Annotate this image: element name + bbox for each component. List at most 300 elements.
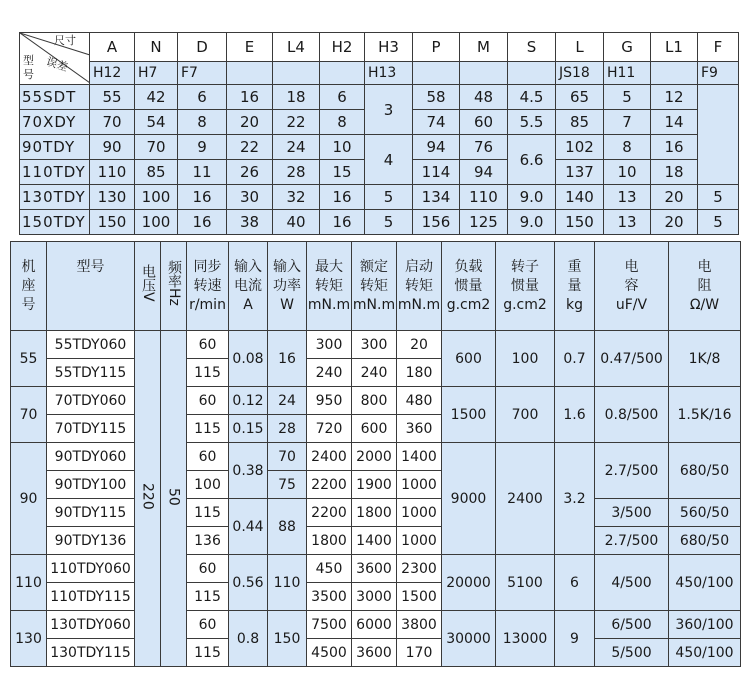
table-row <box>11 443 741 471</box>
max-torque-cell: 3500 <box>307 583 352 611</box>
value-cell: 13 <box>604 185 651 210</box>
header-line: 同步 <box>193 258 222 275</box>
model-cell: 130TDY <box>20 185 90 210</box>
capacitor-cell: 2.7/500 <box>595 527 669 555</box>
speed-cell: 60 <box>187 331 229 359</box>
diag-label-size: 尺寸 <box>54 34 76 47</box>
value-cell: 18 <box>273 85 320 110</box>
value-cell: 22 <box>227 135 273 160</box>
value-cell: 7 <box>604 110 651 135</box>
rated-torque-cell: 1400 <box>352 527 397 555</box>
weight-cell: 6 <box>555 555 595 611</box>
col-header-E: E <box>227 33 273 62</box>
col-header-F: F <box>698 33 739 62</box>
value-cell: 24 <box>273 135 320 160</box>
value-cell: 5 <box>698 185 739 210</box>
header-line: 转矩 <box>405 277 433 294</box>
spec-header-row <box>11 242 741 331</box>
header-line: 启动 <box>405 258 433 275</box>
header-line: 转矩 <box>315 277 343 294</box>
load-inertia-cell: 30000 <box>442 611 496 667</box>
model-cell: 110TDY115 <box>47 583 135 611</box>
value-cell: 11 <box>178 160 227 185</box>
value-cell: 9 <box>178 135 227 160</box>
tolerance-cell: JS18 <box>556 62 604 85</box>
max-torque-cell: 7500 <box>307 611 352 639</box>
value-cell: 16 <box>178 185 227 210</box>
rotor-inertia-cell: 700 <box>496 387 555 443</box>
power-cell: 70 <box>268 443 307 471</box>
start-torque-cell: 1000 <box>397 471 442 499</box>
base-cell: 55 <box>11 331 47 387</box>
value-cell: 74 <box>413 110 460 135</box>
table-row <box>11 555 741 583</box>
value-cell <box>698 85 739 185</box>
current-cell: 0.56 <box>229 555 268 611</box>
value-cell: 70 <box>135 135 178 160</box>
value-cell: 55 <box>90 85 135 110</box>
max-torque-cell: 1800 <box>307 527 352 555</box>
rated-torque-cell: 3000 <box>352 583 397 611</box>
value-cell: 130 <box>90 185 135 210</box>
base-cell: 130 <box>11 611 47 667</box>
tolerance-cell: F9 <box>698 62 739 85</box>
header-weight <box>555 242 595 331</box>
model-cell: 90TDY136 <box>47 527 135 555</box>
diagonal-header-cell <box>20 33 90 85</box>
power-cell: 150 <box>268 611 307 667</box>
value-cell: 18 <box>651 160 698 185</box>
value-cell: 12 <box>651 85 698 110</box>
value-cell: 32 <box>273 185 320 210</box>
table-row <box>11 611 741 639</box>
speed-cell: 60 <box>187 555 229 583</box>
col-header-L: L <box>556 33 604 62</box>
capacitor-cell: 3/500 <box>595 499 669 527</box>
header-line: kg <box>566 296 583 313</box>
current-cell: 0.44 <box>229 499 268 555</box>
table-row <box>11 527 741 555</box>
header-line: Ω/W <box>689 296 720 313</box>
weight-cell: 9 <box>555 611 595 667</box>
power-cell: 16 <box>268 331 307 387</box>
value-cell: 85 <box>135 160 178 185</box>
speed-cell: 136 <box>187 527 229 555</box>
value-cell: 110 <box>460 185 508 210</box>
value-cell: 5 <box>365 185 413 210</box>
value-cell: 134 <box>413 185 460 210</box>
header-rated-torque <box>352 242 397 331</box>
value-cell: 9.0 <box>508 210 556 235</box>
resistor-cell: 360/100 <box>669 611 741 639</box>
value-cell: 16 <box>320 210 365 235</box>
value-cell: 4.5 <box>508 85 556 110</box>
table-row <box>11 387 741 415</box>
tolerance-cell: H12 <box>90 62 135 85</box>
start-torque-cell: 1000 <box>397 499 442 527</box>
max-torque-cell: 4500 <box>307 639 352 667</box>
value-cell: 5.5 <box>508 110 556 135</box>
table-row <box>11 499 741 527</box>
value-cell: 114 <box>413 160 460 185</box>
resistor-cell: 680/50 <box>669 443 741 499</box>
current-cell: 0.12 <box>229 387 268 415</box>
value-cell: 100 <box>135 185 178 210</box>
model-cell: 55TDY115 <box>47 359 135 387</box>
header-line: 转子 <box>511 258 539 275</box>
header-line: 转矩 <box>360 277 388 294</box>
rated-torque-cell: 3600 <box>352 639 397 667</box>
value-cell: 76 <box>460 135 508 160</box>
rotor-inertia-cell: 13000 <box>496 611 555 667</box>
header-line: 容 <box>624 277 639 294</box>
start-torque-cell: 170 <box>397 639 442 667</box>
header-frequency-text: 频率Hz <box>166 260 182 306</box>
base-cell: 110 <box>11 555 47 611</box>
rated-torque-cell: 800 <box>352 387 397 415</box>
value-cell: 14 <box>651 110 698 135</box>
header-line: 机 <box>21 258 36 275</box>
header-line: 电 <box>624 258 639 275</box>
col-header-S: S <box>508 33 556 62</box>
model-cell: 70TDY060 <box>47 387 135 415</box>
base-cell: 90 <box>11 443 47 555</box>
model-cell: 55TDY060 <box>47 331 135 359</box>
power-cell: 24 <box>268 387 307 415</box>
load-inertia-cell: 1500 <box>442 387 496 443</box>
col-header-M: M <box>460 33 508 62</box>
current-cell: 0.38 <box>229 443 268 499</box>
col-header-L1: L1 <box>651 33 698 62</box>
weight-cell: 1.6 <box>555 387 595 443</box>
value-cell: 28 <box>273 160 320 185</box>
header-line: 负载 <box>454 258 483 275</box>
speed-cell: 115 <box>187 415 229 443</box>
value-cell: 20 <box>651 185 698 210</box>
power-cell: 75 <box>268 471 307 499</box>
value-cell: 13 <box>604 210 651 235</box>
header-voltage <box>135 242 161 331</box>
header-line: W <box>280 296 294 313</box>
speed-cell: 115 <box>187 583 229 611</box>
current-cell: 0.8 <box>229 611 268 667</box>
model-cell: 130TDY060 <box>47 611 135 639</box>
header-line: 号 <box>21 296 36 313</box>
value-cell: 8 <box>320 110 365 135</box>
speed-cell: 115 <box>187 359 229 387</box>
value-cell: 42 <box>135 85 178 110</box>
value-cell: 137 <box>556 160 604 185</box>
value-cell: 40 <box>273 210 320 235</box>
header-line: 重 <box>567 258 582 275</box>
model-cell: 90TDY115 <box>47 499 135 527</box>
speed-cell: 115 <box>187 499 229 527</box>
tolerance-cell <box>508 62 556 85</box>
base-cell: 70 <box>11 387 47 443</box>
col-header-H2: H2 <box>320 33 365 62</box>
max-torque-cell: 300 <box>307 331 352 359</box>
model-cell: 90TDY060 <box>47 443 135 471</box>
header-model: 型号 <box>47 242 135 331</box>
value-cell: 10 <box>604 160 651 185</box>
model-cell: 130TDY115 <box>47 639 135 667</box>
current-cell: 0.15 <box>229 415 268 443</box>
resistor-cell: 1K/8 <box>669 331 741 387</box>
value-cell: 30 <box>227 185 273 210</box>
rated-torque-cell: 2000 <box>352 443 397 471</box>
value-cell: 102 <box>556 135 604 160</box>
speed-cell: 60 <box>187 443 229 471</box>
value-cell: 140 <box>556 185 604 210</box>
dimension-table <box>19 32 739 235</box>
model-cell: 55SDT <box>20 85 90 110</box>
value-cell: 3 <box>365 85 413 135</box>
model-cell: 150TDY <box>20 210 90 235</box>
start-torque-cell: 1400 <box>397 443 442 471</box>
header-line: A <box>243 296 253 313</box>
value-cell: 38 <box>227 210 273 235</box>
tolerance-cell <box>320 62 365 85</box>
value-cell: 9.0 <box>508 185 556 210</box>
diag-label-tolerance: 误差 <box>44 54 70 75</box>
spec-table <box>10 241 741 667</box>
max-torque-cell: 2400 <box>307 443 352 471</box>
current-cell: 0.08 <box>229 331 268 387</box>
rated-torque-cell: 240 <box>352 359 397 387</box>
tolerance-cell <box>413 62 460 85</box>
value-cell: 156 <box>413 210 460 235</box>
value-cell: 8 <box>178 110 227 135</box>
max-torque-cell: 450 <box>307 555 352 583</box>
table-row <box>11 331 741 359</box>
table-row <box>20 185 739 210</box>
value-cell: 70 <box>90 110 135 135</box>
model-cell: 70XDY <box>20 110 90 135</box>
tolerance-cell: H7 <box>135 62 178 85</box>
voltage-cell <box>135 331 161 667</box>
header-line: g.cm2 <box>503 296 547 313</box>
tolerance-cell <box>227 62 273 85</box>
header-line: 量 <box>567 277 582 294</box>
value-cell: 58 <box>413 85 460 110</box>
resistor-cell: 560/50 <box>669 499 741 527</box>
value-cell: 100 <box>135 210 178 235</box>
col-header-G: G <box>604 33 651 62</box>
value-cell: 48 <box>460 85 508 110</box>
col-header-D: D <box>178 33 227 62</box>
start-torque-cell: 360 <box>397 415 442 443</box>
value-cell: 20 <box>651 210 698 235</box>
col-header-N: N <box>135 33 178 62</box>
load-inertia-cell: 600 <box>442 331 496 387</box>
diag-label-type-2: 号 <box>23 68 34 81</box>
header-line: 阻 <box>697 277 712 294</box>
model-cell: 90TDY100 <box>47 471 135 499</box>
table-row <box>11 639 741 667</box>
rated-torque-cell: 1900 <box>352 471 397 499</box>
load-inertia-cell: 20000 <box>442 555 496 611</box>
value-cell: 5 <box>365 210 413 235</box>
value-cell: 16 <box>178 210 227 235</box>
header-line: 座 <box>21 277 36 294</box>
header-line: mN.m <box>307 296 351 313</box>
header-frequency <box>161 242 187 331</box>
header-line: 输入 <box>234 258 262 275</box>
rated-torque-cell: 300 <box>352 331 397 359</box>
header-line: 电流 <box>234 277 262 294</box>
start-torque-cell: 20 <box>397 331 442 359</box>
header-load-inertia <box>442 242 496 331</box>
tolerance-row <box>20 62 739 85</box>
rotor-inertia-cell: 5100 <box>496 555 555 611</box>
value-cell: 22 <box>273 110 320 135</box>
header-speed <box>187 242 229 331</box>
col-header-L4: L4 <box>273 33 320 62</box>
value-cell: 54 <box>135 110 178 135</box>
model-cell: 90TDY <box>20 135 90 160</box>
value-cell: 26 <box>227 160 273 185</box>
value-cell: 4 <box>365 135 413 185</box>
value-cell: 16 <box>651 135 698 160</box>
value-cell: 125 <box>460 210 508 235</box>
col-header-P: P <box>413 33 460 62</box>
header-line: mN.m <box>352 296 396 313</box>
tolerance-cell <box>651 62 698 85</box>
header-max-torque <box>307 242 352 331</box>
frequency-value: 50 <box>165 487 182 506</box>
header-line: 电 <box>697 258 712 275</box>
speed-cell: 60 <box>187 387 229 415</box>
value-cell: 5 <box>604 85 651 110</box>
max-torque-cell: 2200 <box>307 471 352 499</box>
value-cell: 16 <box>227 85 273 110</box>
header-line: g.cm2 <box>446 296 491 313</box>
value-cell: 16 <box>320 185 365 210</box>
max-torque-cell: 950 <box>307 387 352 415</box>
speed-cell: 60 <box>187 611 229 639</box>
header-line: 惯量 <box>454 277 483 294</box>
max-torque-cell: 720 <box>307 415 352 443</box>
header-line: 最大 <box>315 258 343 275</box>
tolerance-cell: H11 <box>604 62 651 85</box>
capacitor-cell: 0.8/500 <box>595 387 669 443</box>
header-line: 惯量 <box>511 277 539 294</box>
rotor-inertia-cell: 2400 <box>496 443 555 555</box>
start-torque-cell: 3800 <box>397 611 442 639</box>
capacitor-cell: 4/500 <box>595 555 669 611</box>
header-line: 功率 <box>273 277 301 294</box>
value-cell: 15 <box>320 160 365 185</box>
start-torque-cell: 2300 <box>397 555 442 583</box>
header-line: mN.m <box>397 296 441 313</box>
header-capacitor <box>595 242 669 331</box>
speed-cell: 100 <box>187 471 229 499</box>
table-row <box>20 135 739 160</box>
tolerance-cell: F7 <box>178 62 227 85</box>
header-voltage-text: 电压V <box>140 264 156 302</box>
capacitor-cell: 0.47/500 <box>595 331 669 387</box>
capacitor-cell: 2.7/500 <box>595 443 669 499</box>
rotor-inertia-cell: 100 <box>496 331 555 387</box>
resistor-cell: 1.5K/16 <box>669 387 741 443</box>
table-row <box>20 210 739 235</box>
value-cell: 150 <box>556 210 604 235</box>
weight-cell: 3.2 <box>555 443 595 555</box>
capacitor-cell: 5/500 <box>595 639 669 667</box>
header-line: 输入 <box>273 258 301 275</box>
value-cell: 94 <box>460 160 508 185</box>
value-cell: 10 <box>320 135 365 160</box>
col-header-H3: H3 <box>365 33 413 62</box>
dimension-header-row <box>20 33 739 62</box>
value-cell: 6 <box>320 85 365 110</box>
power-cell: 88 <box>268 499 307 555</box>
voltage-value: 220 <box>139 483 156 510</box>
start-torque-cell: 180 <box>397 359 442 387</box>
rated-torque-cell: 3600 <box>352 555 397 583</box>
header-resistor <box>669 242 741 331</box>
value-cell: 90 <box>90 135 135 160</box>
speed-cell: 115 <box>187 639 229 667</box>
resistor-cell: 450/100 <box>669 555 741 611</box>
header-rotor-inertia <box>496 242 555 331</box>
header-start-torque <box>397 242 442 331</box>
start-torque-cell: 1500 <box>397 583 442 611</box>
tolerance-cell <box>460 62 508 85</box>
start-torque-cell: 1000 <box>397 527 442 555</box>
value-cell: 6 <box>178 85 227 110</box>
rated-torque-cell: 6000 <box>352 611 397 639</box>
rated-torque-cell: 600 <box>352 415 397 443</box>
capacitor-cell: 6/500 <box>595 611 669 639</box>
power-cell: 110 <box>268 555 307 611</box>
table-row <box>20 85 739 110</box>
load-inertia-cell: 9000 <box>442 443 496 555</box>
value-cell: 85 <box>556 110 604 135</box>
value-cell: 65 <box>556 85 604 110</box>
value-cell: 5 <box>698 210 739 235</box>
weight-cell: 0.7 <box>555 331 595 387</box>
tolerance-cell: H13 <box>365 62 413 85</box>
value-cell: 150 <box>90 210 135 235</box>
tolerance-cell <box>273 62 320 85</box>
power-cell: 28 <box>268 415 307 443</box>
header-power <box>268 242 307 331</box>
model-cell: 110TDY <box>20 160 90 185</box>
value-cell: 6.6 <box>508 135 556 185</box>
max-torque-cell: 240 <box>307 359 352 387</box>
value-cell: 110 <box>90 160 135 185</box>
header-line: r/min <box>189 296 226 313</box>
model-cell: 70TDY115 <box>47 415 135 443</box>
value-cell: 94 <box>413 135 460 160</box>
max-torque-cell: 2200 <box>307 499 352 527</box>
resistor-cell: 450/100 <box>669 639 741 667</box>
rated-torque-cell: 1800 <box>352 499 397 527</box>
value-cell: 20 <box>227 110 273 135</box>
header-current <box>229 242 268 331</box>
diag-label-type-1: 型 <box>23 54 34 67</box>
value-cell: 60 <box>460 110 508 135</box>
value-cell: 8 <box>604 135 651 160</box>
header-line: 转速 <box>193 277 222 294</box>
header-line: 额定 <box>360 258 388 275</box>
resistor-cell: 680/50 <box>669 527 741 555</box>
col-header-A: A <box>90 33 135 62</box>
header-base <box>11 242 47 331</box>
start-torque-cell: 480 <box>397 387 442 415</box>
model-cell: 110TDY060 <box>47 555 135 583</box>
